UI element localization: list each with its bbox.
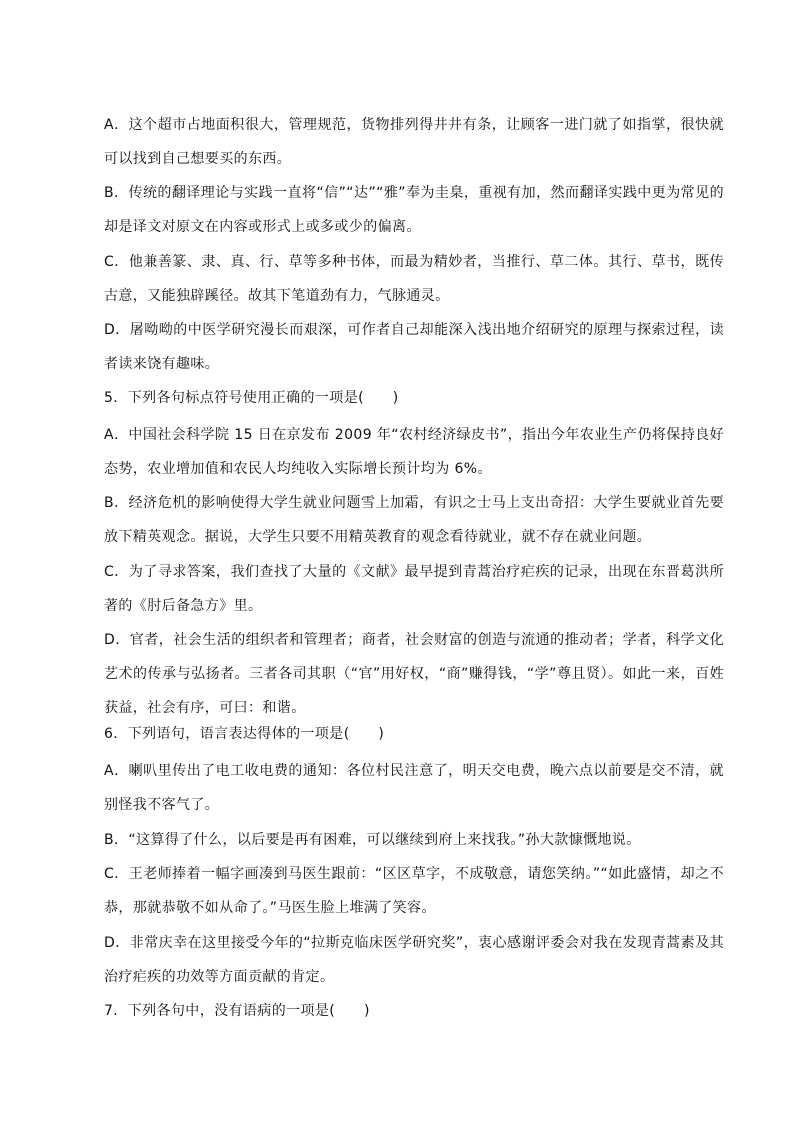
q6-option-c: C．王老师捧着一幅字画凑到马医生跟前：“区区草字，不成敬意，请您笑纳。”“如此盛情，却之不恭，那就恭敬不如从命了。”马医生脸上堆满了笑容。 — [104, 866, 724, 916]
q5-option-b: B．经济危机的影响使得大学生就业问题雪上加霜，有识之士马上支出奇招：大学生要就业首先要放下精英观念。据说，大学生只要不用精英教育的观念看待就业，就不存在就业问题。 — [104, 495, 724, 545]
q6-stem: 6．下列语句，语言表达得体的一项是( ) — [104, 726, 385, 742]
q4-option-b: B．传统的翻译理论与实践一直将“信”“达”“雅”奉为圭臬，重视有加，然而翻译实践中更为常见的却是译文对原文在内容或形式上或多或少的偏离。 — [104, 185, 724, 235]
q5-option-c: C．为了寻求答案，我们查找了大量的《文献》最早提到青蒿治疗疟疾的记录，出现在东晋葛洪所著的《肘后备急方》里。 — [104, 564, 724, 614]
q4-option-c: C．他兼善篆、隶、真、行、草等多种书体，而最为精妙者，当推行、草二体。其行、草书，既传古意，又能独辟蹊径。故其下笔道劲有力，气脉通灵。 — [104, 254, 724, 304]
q4-option-a: A．这个超市占地面积很大，管理规范，货物排列得井井有条，让顾客一进门就了如指掌，很快就可以找到自己想要买的东西。 — [104, 117, 724, 167]
q6-option-d: D．非常庆幸在这里接受今年的“拉斯克临床医学研究奖”，衷心感谢评委会对我在发现青蒿素及其治疗疟疾的功效等方面贡献的肯定。 — [104, 935, 724, 985]
q4-option-d: D．屠呦呦的中医学研究漫长而艰深，可作者自己却能深入浅出地介绍研究的原理与探索过程，读者读来饶有趣味。 — [104, 322, 724, 372]
q7-stem: 7．下列各句中，没有语病的一项是( ) — [104, 1003, 370, 1019]
q6-option-b: B．“这算得了什么，以后要是再有困难，可以继续到府上来找我。”孙大款慷慨地说。 — [104, 832, 641, 848]
q5-option-a: A．中国社会科学院 15 日在京发布 2009 年“农村经济绿皮书”，指出今年农业生产仍将保持良好态势，农业增加值和农民人均纯收入实际增长预计均为 6%。 — [104, 427, 724, 477]
q6-option-a: A．喇叭里传出了电工收电费的通知：各位村民注意了，明天交电费，晚六点以前要是交不清，就别怪我不客气了。 — [104, 763, 724, 813]
q5-stem: 5．下列各句标点符号使用正确的一项是( ) — [104, 390, 399, 406]
q5-option-d: D．官者，社会生活的组织者和管理者；商者，社会财富的创造与流通的推动者；学者，科学文化艺术的传承与弘扬者。三者各司其职（“官”用好权，“商”赚得钱，“学”尊且贤）。如此一来，百姓获益，社会有序，可曰：和谐。 — [104, 632, 724, 716]
